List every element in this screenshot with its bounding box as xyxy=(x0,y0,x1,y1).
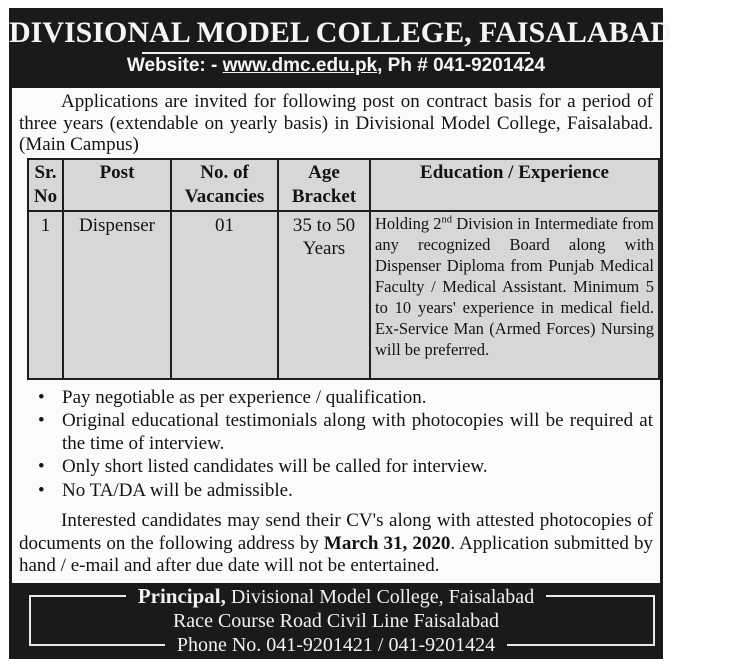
column-header-education: Education / Experience xyxy=(370,159,659,211)
table-row xyxy=(28,211,659,379)
deadline-date: March 31, 2020 xyxy=(323,532,451,554)
list-item xyxy=(38,480,653,503)
education-superscript: nd xyxy=(441,214,453,225)
bullet-icon: • xyxy=(38,410,45,431)
principal-college: Divisional Model College, Faisalabad xyxy=(225,586,535,608)
address-line: Race Course Road Civil Line Faisalabad xyxy=(161,609,511,633)
list-item-text: Only short listed candidates will be called for interview. xyxy=(62,456,488,477)
list-item xyxy=(38,387,653,410)
bullet-icon: • xyxy=(38,479,45,501)
list-item xyxy=(38,456,653,479)
bullet-icon: • xyxy=(38,456,45,477)
table-header-row xyxy=(28,159,659,211)
closing-text-1: Interested candidates may send their CV's along with attested photocopies of documents on the following address by xyxy=(19,510,653,554)
college-title: DIVISIONAL MODEL COLLEGE, FAISALABAD xyxy=(9,16,672,49)
footer-lines xyxy=(9,583,663,659)
principal-line xyxy=(126,584,546,609)
column-header-vacancies: No. of Vacancies xyxy=(171,159,278,211)
list-item-text: Original educational testimonials along with photocopies will be required at the time of interview. xyxy=(62,410,653,454)
education-text-1: Holding 2 xyxy=(375,213,442,233)
website-url[interactable]: www.dmc.edu.pk xyxy=(222,55,378,76)
cell-vacancies: 01 xyxy=(171,211,278,379)
terms-list xyxy=(38,387,653,503)
cell-age-bracket: 35 to 50 Years xyxy=(278,211,370,379)
header-section xyxy=(9,8,672,88)
list-item-text: Pay negotiable as per experience / qualification. xyxy=(62,386,427,408)
list-item-text: No TA/DA will be admissible. xyxy=(62,479,293,501)
column-header-sr-no: Sr. No xyxy=(28,159,63,211)
column-header-age-bracket: Age Bracket xyxy=(278,159,370,211)
advertisement xyxy=(9,8,672,659)
cell-sr-no: 1 xyxy=(28,211,63,379)
vacancy-table xyxy=(27,158,660,380)
cell-post: Dispenser xyxy=(63,211,171,379)
website-line xyxy=(9,55,663,77)
closing-text-2: . Application submitted by hand / e-mail and after due date will not be entertained. xyxy=(19,532,653,576)
intro-paragraph: Applications are invited for following post on contract basis for a period of three years (extendable on yearly basis) in Divisional Model College, Faisalabad. (Main Campus) xyxy=(19,91,653,155)
column-header-post: Post xyxy=(63,159,171,211)
list-item xyxy=(38,410,653,455)
principal-label: Principal, xyxy=(137,584,226,608)
website-label: Website: - xyxy=(126,55,223,76)
title-underline xyxy=(142,52,530,54)
body-section xyxy=(12,88,660,583)
cell-education xyxy=(370,211,659,379)
closing-paragraph xyxy=(19,510,653,578)
footer-section xyxy=(9,583,663,659)
phone-label: , Ph # 041-9201424 xyxy=(377,55,546,76)
phone-line: Phone No. 041-9201421 / 041-9201424 xyxy=(165,633,507,657)
education-text-2: Division in Intermediate from any recognized Board along with Dispenser Diploma from Punjab Medical Faculty / Medical Assistant. Minimum 5 to 10 years' experience in medical field. Ex-Service Man (Armed Forces) Nursing will be preferred. xyxy=(375,213,654,359)
bullet-icon: • xyxy=(38,386,45,408)
